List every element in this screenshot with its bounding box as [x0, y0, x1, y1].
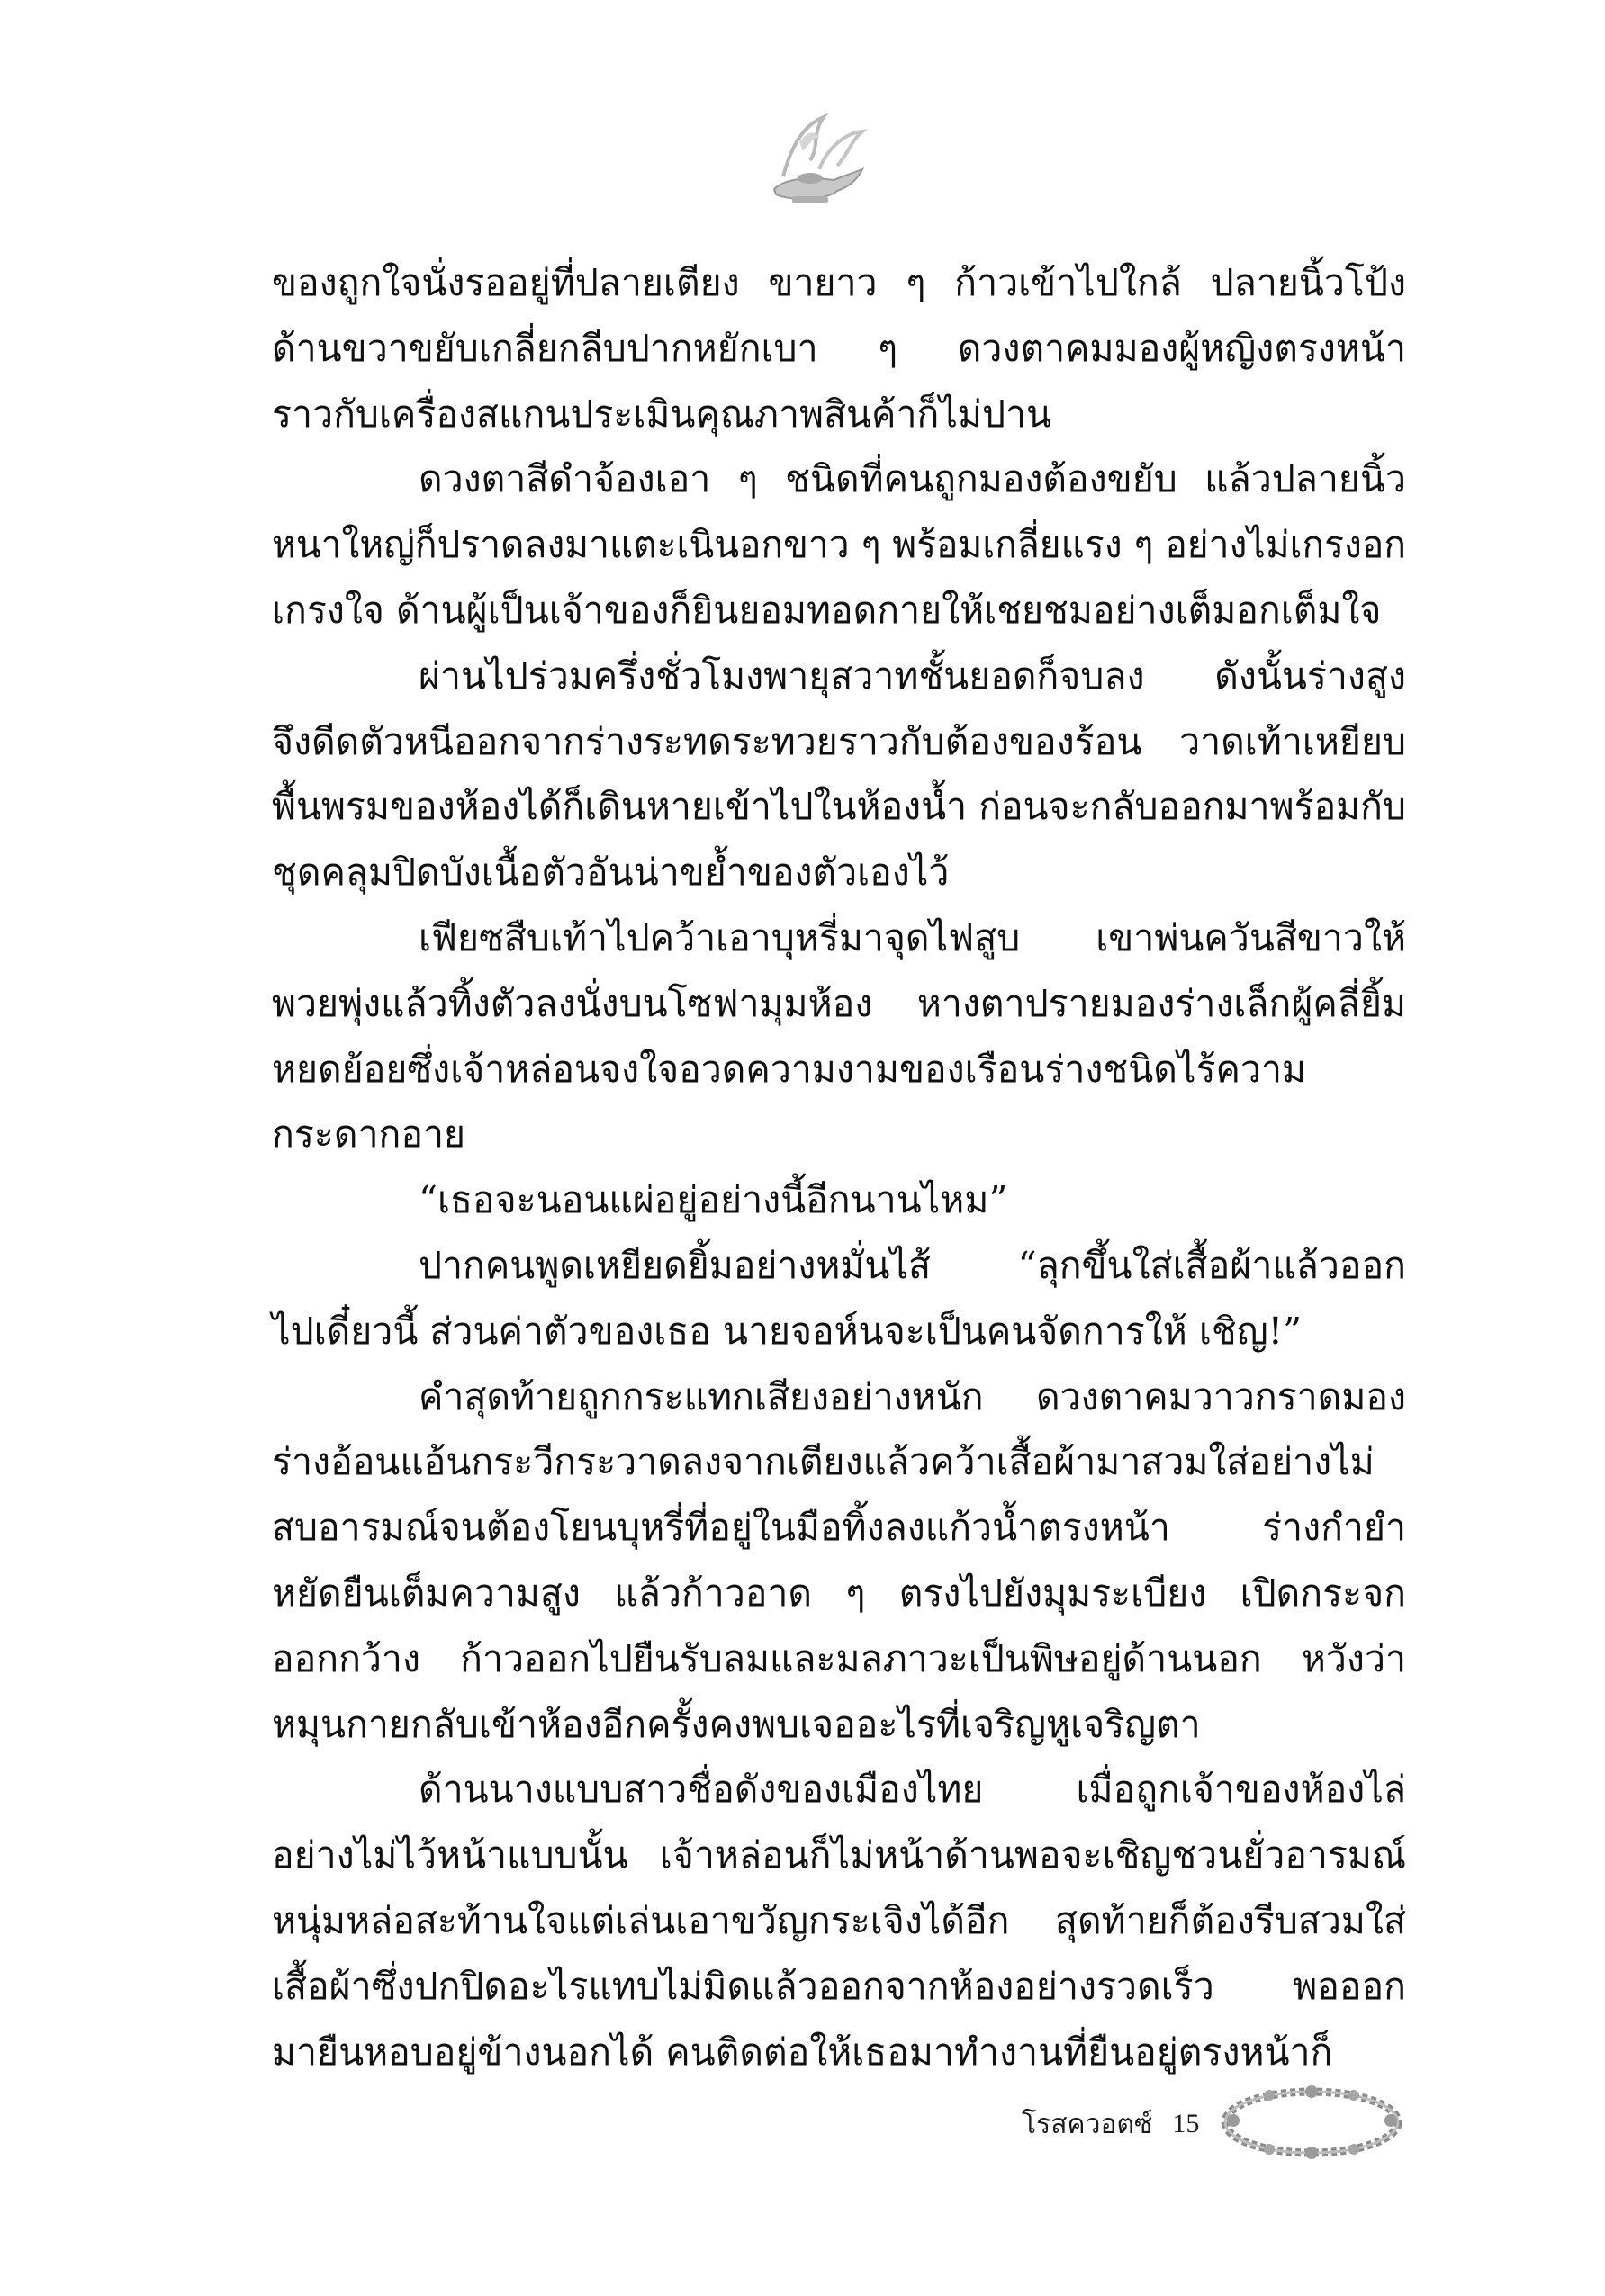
text-line: หนุ่มหล่อสะท้านใจแต่เล่นเอาขวัญกระเจิงได้อีก สุดท้ายก็ต้องรีบสวมใส่ — [272, 1898, 1406, 1942]
text-line: เกรงใจ ด้านผู้เป็นเจ้าของก็ยินยอมทอดกายให้เชยชมอย่างเต็มอกเต็มใจ — [272, 588, 1382, 632]
text-line: ร่างอ้อนแอ้นกระวีกระวาดลงจากเตียงแล้วคว้าเสื้อผ้ามาสวมใส่อย่างไม่ — [272, 1440, 1375, 1484]
text-line: “เธอจะนอนแผ่อยู่อย่างนี้อีกนานไหม” — [419, 1178, 1008, 1222]
text-line: ไปเดี๋ยวนี้ ส่วนค่าตัวของเธอ นายจอห์นจะเป็นคนจัดการให้ เชิญ!” — [272, 1309, 1303, 1353]
text-line: เฟียซสืบเท้าไปคว้าเอาบุหรี่มาจุดไฟสูบ เขาพ่นควันสีขาวให้ — [419, 915, 1406, 959]
text-line: ด้านนางแบบสาวชื่อดังของเมืองไทย เมื่อถูกเจ้าของห้องไล่ — [419, 1768, 1406, 1812]
text-line: ปากคนพูดเหยียดยิ้มอย่างหมั่นไส้ “ลุกขึ้นใส่เสื้อผ้าแล้วออก — [419, 1243, 1406, 1287]
text-line: พื้นพรมของห้องได้ก็เดินหายเข้าไปในห้องน้ำ ก่อนจะกลับออกมาพร้อมกับ — [272, 785, 1406, 829]
text-line: ด้านขวาขยับเกลี่ยกลีบปากหยักเบา ๆ ดวงตาคมมองผู้หญิงตรงหน้า — [272, 326, 1406, 370]
text-line: หนาใหญ่ก็ปราดลงมาแตะเนินอกขาว ๆ พร้อมเกลี่ยแรง ๆ อย่างไม่เกรงอก — [272, 523, 1406, 567]
text-line: หมุนกายกลับเข้าห้องอีกครั้งคงพบเจออะไรที่เจริญหูเจริญตา — [272, 1702, 1201, 1746]
text-line: กระดากอาย — [272, 1112, 466, 1157]
text-line: ของถูกใจนั่งรออยู่ที่ปลายเตียง ขายาว ๆ ก้าวเข้าไปใกล้ ปลายนิ้วโป้ง — [272, 261, 1406, 304]
page-number: 15 — [1172, 2109, 1200, 2138]
text-line: อย่างไม่ไว้หน้าแบบนั้น เจ้าหล่อนก็ไม่หน้าด้านพอจะเชิญชวนยั่วอารมณ์ — [272, 1833, 1406, 1877]
book-title: โรสควอตซ์ — [1022, 2108, 1153, 2140]
bracelet-icon — [1215, 2079, 1409, 2165]
text-line: ออกกว้าง ก้าวออกไปยืนรับลมและมลภาวะเป็นพิษอยู่ด้านนอก หวังว่า — [272, 1636, 1406, 1680]
text-line: หยดย้อยซึ่งเจ้าหล่อนจงใจอวดความงามของเรือนร่างชนิดไร้ความ — [272, 1047, 1307, 1091]
text-line: คำสุดท้ายถูกกระแทกเสียงอย่างหนัก ดวงตาคมวาวกราดมอง — [419, 1374, 1406, 1418]
text-line: ชุดคลุมปิดบังเนื้อตัวอันน่าขย้ำของตัวเองไว้ — [272, 851, 950, 895]
text-line: หยัดยืนเต็มความสูง แล้วก้าวอาด ๆ ตรงไปยังมุมระเบียง เปิดกระจก — [272, 1571, 1406, 1615]
text-line: ผ่านไปร่วมครึ่งชั่วโมงพายุสวาทชั้นยอดก็จบลง ดังนั้นร่างสูง — [419, 653, 1406, 698]
text-line: มายืนหอบอยู่ข้างนอกได้ คนติดต่อให้เธอมาทำงานที่ยืนอยู่ตรงหน้าก็ — [272, 2030, 1333, 2074]
text-line: ราวกับเครื่องสแกนประเมินคุณภาพสินค้าก็ไม่ปาน — [272, 392, 1052, 436]
genie-lamp-icon — [756, 106, 873, 214]
page-footer — [1022, 2097, 1199, 2151]
text-line: จึงดีดตัวหนีออกจากร่างระทดระทวยราวกับต้องของร้อน วาดเท้าเหยียบ — [272, 719, 1406, 763]
text-line: พวยพุ่งแล้วทิ้งตัวลงนั่งบนโซฟามุมห้อง หางตาปรายมองร่างเล็กผู้คลี่ยิ้ม — [272, 981, 1406, 1025]
text-line: สบอารมณ์จนต้องโยนบุหรี่ที่อยู่ในมือทิ้งลงแก้วน้ำตรงหน้า ร่างกำยำ — [272, 1506, 1406, 1550]
body-text — [272, 250, 1406, 2084]
text-line: ดวงตาสีดำจ้องเอา ๆ ชนิดที่คนถูกมองต้องขยับ แล้วปลายนิ้ว — [419, 457, 1406, 501]
text-line: เสื้อผ้าซึ่งปกปิดอะไรแทบไม่มิดแล้วออกจากห้องอย่างรวดเร็ว พอออก — [272, 1964, 1406, 2008]
